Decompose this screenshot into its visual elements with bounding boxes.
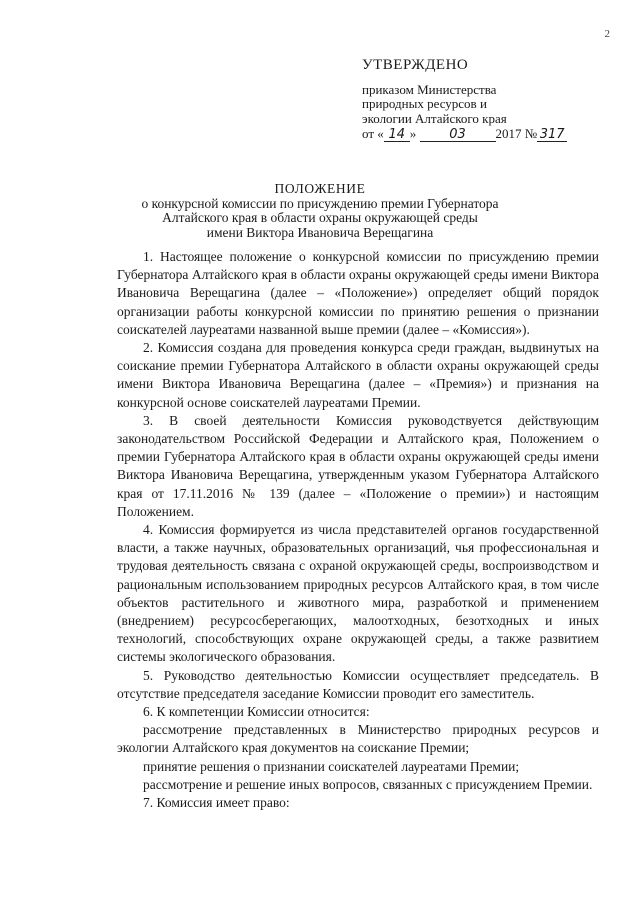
order-month: 03 (420, 129, 496, 142)
document-body (117, 248, 599, 812)
order-number: 317 (537, 129, 567, 142)
paragraph-1: 1. Настоящее положение о конкурсной комиссии по присуждению премии Губернатора Алтайского края в области охраны окружающей среды имени Виктора Ивановича Верещагина (далее – «Положение») определяет общий порядок организации работы конкурсной комиссии по принятию решения о признании соискателей лауреатами названной выше премии (далее – «Комиссия»). (117, 249, 599, 337)
order-year: 2017 № (495, 126, 538, 141)
approval-line: природных ресурсов и (362, 96, 487, 111)
paragraph-2: 2. Комиссия создана для проведения конкурса среди граждан, выдвинутых на соискание премии Губернатора Алтайского в области охраны окружающей среды имени Виктора Ивановича Верещагина (далее – «Премия») и признания на конкурсной основе соискателей лауреатами Премии. (117, 340, 599, 410)
approval-stamp (362, 58, 612, 142)
approval-line: экологии Алтайского края (362, 110, 507, 126)
document-title (0, 182, 640, 240)
order-mid: » (409, 126, 417, 141)
competence-item: рассмотрение и решение иных вопросов, связанных с присуждением Премии. (143, 776, 593, 792)
order-date-number (362, 127, 612, 142)
title-sub-line: Алтайского края в области охраны окружающей среды (162, 210, 478, 225)
page-number: 2 (604, 28, 610, 40)
paragraph-7: 7. Комиссия имеет право: (143, 795, 290, 811)
approval-heading: УТВЕРЖДЕНО (362, 57, 469, 73)
title-main: ПОЛОЖЕНИЕ (274, 181, 366, 196)
approval-line: приказом Министерства (362, 81, 497, 97)
competence-item: рассмотрение представленных в Министерство природных ресурсов и экологии Алтайского края документов на соискание Премии; (117, 722, 599, 756)
paragraph-3: 3. В своей деятельности Комиссия руководствуется действующим законодательством Российской Федерации и Алтайского края, Положением о премии Губернатора Алтайского края в области охраны окружающей среды имени Виктора Ивановича Верещагина, утвержденным указом Губернатора Алтайского края от 17.11.2016 № 139 (далее – «Положение о премии») и настоящим Положением. (117, 412, 599, 519)
competence-item: принятие решения о признании соискателей лауреатами Премии; (143, 758, 520, 774)
paragraph-5: 5. Руководство деятельностью Комиссии осуществляет председатель. В отсутствие председателя заседание Комиссии проводит его заместитель. (117, 667, 599, 701)
paragraph-6: 6. К компетенции Комиссии относится: (143, 704, 370, 720)
title-sub-line: имени Виктора Ивановича Верещагина (206, 224, 434, 240)
order-day: 14 (384, 129, 410, 142)
order-prefix: от « (362, 126, 384, 141)
paragraph-4: 4. Комиссия формируется из числа представителей органов государственной власти, а также научных, образовательных организаций, чья профессиональная и трудовая деятельность связана с охраной окружающей среды, воспроизводством и рациональным использованием природных ресурсов Алтайского края, в том числе объектов растительного и животного мира, разработкой и применением (внедрением) ресурсосберегающих, малоотходных, безотходных и иных технологий, способствующих охране окружающей среды, а также развитием системы экологического образования. (117, 522, 599, 665)
title-sub-line: о конкурсной комиссии по присуждению премии Губернатора (141, 195, 499, 211)
